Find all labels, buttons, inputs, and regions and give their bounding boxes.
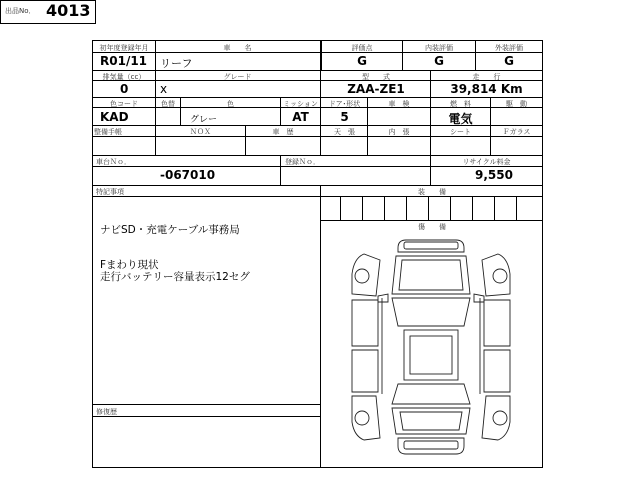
value-mileage: 39,814 Km	[450, 82, 523, 96]
value-doors: 5	[340, 110, 349, 124]
label-nox: ＮＯＸ	[190, 128, 211, 136]
value-interior: G	[434, 54, 444, 68]
label-name: 車 名	[223, 44, 252, 52]
label-interior: 内装評価	[425, 44, 453, 52]
label-sunroof: 天 張	[334, 128, 355, 136]
label-remarks: 特記事項	[96, 188, 124, 196]
value-color-code: KAD	[100, 110, 129, 124]
remark-line-1: ナビSD・充電ケーブル事務局	[100, 224, 240, 236]
label-drive: 駆 動	[506, 100, 527, 108]
label-history: 車 歴	[272, 128, 294, 136]
remark-line-2: Fまわり現状	[100, 259, 159, 271]
label-score: 評価点	[351, 44, 373, 52]
value-displacement: 0	[120, 82, 129, 96]
label-doors: ドア･形状	[328, 100, 361, 108]
label-grade: グレード	[223, 73, 252, 81]
lot-label: 出品No．	[5, 7, 36, 15]
label-color: 色	[227, 100, 234, 108]
label-color-code: 色コード	[110, 100, 138, 108]
remark-line-3: 走行バッテリー容量表示12セグ	[100, 271, 250, 283]
label-damage: 傷 備	[418, 223, 446, 231]
value-grade: x	[160, 82, 168, 96]
value-mission: AT	[292, 110, 309, 124]
value-name: リーフ	[160, 57, 193, 70]
label-registration: 登録Ｎｏ．	[285, 158, 320, 166]
value-fuel: 電気	[448, 112, 473, 126]
label-seat: シート	[450, 128, 471, 136]
label-model: 型 式	[362, 73, 390, 81]
label-mission: ミッション	[283, 100, 318, 108]
value-model: ZAA-ZE1	[347, 82, 405, 96]
label-upholstery: 内 張	[388, 128, 410, 136]
label-displacement: 排気量（cc）	[102, 73, 146, 81]
label-chassis: 車台Ｎｏ．	[96, 158, 131, 166]
label-fglass: Ｆガラス	[502, 128, 531, 136]
value-year: R01/11	[100, 54, 148, 68]
label-recycle: リサイクル料金	[462, 158, 511, 166]
label-fuel: 燃 料	[450, 100, 471, 108]
value-exterior: G	[504, 54, 514, 68]
value-chassis: -067010	[160, 168, 216, 182]
label-manual: 整備手帳	[94, 128, 122, 136]
label-equipment: 装 備	[418, 188, 446, 196]
car-damage-diagram	[340, 234, 522, 462]
label-repair: 修復歴	[96, 408, 117, 416]
label-year: 初年度登録年月	[99, 44, 149, 52]
label-inspection: 車 検	[388, 100, 410, 108]
label-color-type: 色替	[161, 100, 175, 108]
value-color: グレー	[190, 115, 218, 125]
label-mileage: 走 行	[472, 73, 501, 81]
value-score: G	[357, 54, 367, 68]
lot-number: 4013	[46, 1, 91, 20]
label-exterior: 外装評価	[495, 44, 523, 52]
lot-number-box	[0, 0, 96, 24]
value-recycle: 9,550	[475, 168, 513, 182]
